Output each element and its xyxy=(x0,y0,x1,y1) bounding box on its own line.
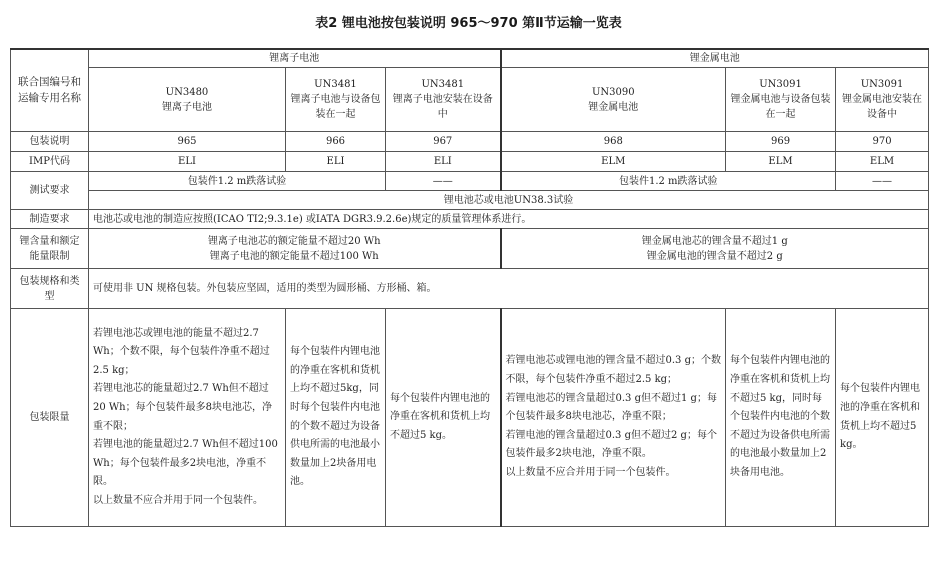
column-header xyxy=(726,68,836,132)
row-label: 包装限量 xyxy=(11,309,89,527)
table-cell: 电池芯或电池的制造应按照(ICAO TI2;9.3.1e) 或IATA DGR3.9.2.6e)规定的质量管理体系进行。 xyxy=(89,210,929,229)
shipping-name: 锂离子电池 xyxy=(162,101,212,113)
table-cell xyxy=(89,309,286,527)
table-cell: —— xyxy=(386,172,501,191)
table-cell: 969 xyxy=(726,132,836,152)
row-label: 包装说明 xyxy=(11,132,89,152)
row-label: 锂含量和额定能量限制 xyxy=(11,229,89,269)
un-number: UN3481 xyxy=(314,79,357,90)
un-number: UN3480 xyxy=(165,86,209,98)
table-cell xyxy=(386,309,501,527)
group-li-metal: 锂金属电池 xyxy=(501,49,929,68)
table-cell: 967 xyxy=(386,132,501,152)
table-cell: ELI xyxy=(89,152,286,172)
limit-paragraph: 以上数量不应合并用于同一个包装件。 xyxy=(93,494,263,506)
row-package-limit xyxy=(11,309,929,527)
table-cell xyxy=(726,309,836,527)
shipping-name: 锂离子电池安装在设备中 xyxy=(392,94,493,120)
row-label: 测试要求 xyxy=(11,172,89,210)
row-label: IMP代码 xyxy=(11,152,89,172)
table-cell: —— xyxy=(836,172,929,191)
row-packing-instruction xyxy=(11,132,929,152)
table-cell: 970 xyxy=(836,132,929,152)
row-test-1 xyxy=(11,172,929,191)
limit-paragraph: 每个包装件内锂电池的净重在客机和货机上均不超过5 kg。 xyxy=(840,383,921,451)
table-cell: ELI xyxy=(386,152,501,172)
table-cell: 可使用非 UN 规格包装。外包装应坚固，适用的类型为圆形桶、方形桶、箱。 xyxy=(89,269,929,309)
header-column-row xyxy=(11,68,929,132)
column-header xyxy=(286,68,386,132)
un-number: UN3481 xyxy=(421,79,465,90)
table-cell xyxy=(836,309,929,527)
limit-paragraph: 若锂电池的能量超过2.7 Wh但不超过100 Wh；每个包装件最多2块电池，净重不限。 xyxy=(93,439,278,488)
table-cell: ELI xyxy=(286,152,386,172)
un-number: UN3091 xyxy=(759,79,802,90)
un-number: UN3090 xyxy=(591,86,635,98)
table-cell: ELM xyxy=(836,152,929,172)
table-cell: 锂电池芯或电池UN38.3试验 xyxy=(89,191,929,210)
table-cell: 965 xyxy=(89,132,286,152)
table-cell xyxy=(501,229,929,269)
energy-limit-line: 锂金属电池芯的锂含量不超过1 g xyxy=(641,235,788,247)
battery-transport-table xyxy=(10,48,929,527)
limit-paragraph: 若锂电池芯或锂电池的能量不超过2.7 Wh；个数不限，每个包装件净重不超过2.5 kg； xyxy=(93,327,270,376)
shipping-name: 锂金属电池 xyxy=(588,101,639,113)
table-cell: ELM xyxy=(501,152,726,172)
table-cell xyxy=(286,309,386,527)
shipping-name: 锂金属电池与设备包装在一起 xyxy=(730,94,831,120)
table-cell: ELM xyxy=(726,152,836,172)
row-manufacture xyxy=(11,210,929,229)
row-imp-code xyxy=(11,152,929,172)
energy-limit-line: 锂离子电池芯的额定能量不超过20 Wh xyxy=(207,235,381,247)
limit-paragraph: 若锂电池芯或锂电池的锂含量不超过0.3 g；个数不限，每个包装件净重不超过2.5 kg； xyxy=(505,355,721,386)
energy-limit-line: 锂金属电池的锂含量不超过2 g xyxy=(646,250,783,262)
column-header xyxy=(89,68,286,132)
limit-paragraph: 若锂电池的锂含量超过0.3 g但不超过2 g；每个包装件最多2块电池，净重不限。 xyxy=(505,429,717,460)
column-header xyxy=(501,68,726,132)
limit-paragraph: 每个包装件内锂电池的净重在客机和货机上均不超过5 kg。 xyxy=(390,392,490,441)
table-cell: 966 xyxy=(286,132,386,152)
limit-paragraph: 若锂电池芯的能量超过2.7 Wh但不超过20 Wh；每个包装件最多8块电池芯，净重不限； xyxy=(93,383,272,432)
row-label-un-name: 联合国编号和运输专用名称 xyxy=(11,49,89,132)
group-li-ion: 锂离子电池 xyxy=(89,49,501,68)
row-test-2 xyxy=(11,191,929,210)
shipping-name: 锂离子电池与设备包装在一起 xyxy=(290,94,381,120)
table-cell: 968 xyxy=(501,132,726,152)
table-cell: 包装件1.2 m跌落试验 xyxy=(501,172,836,191)
shipping-name: 锂金属电池安装在设备中 xyxy=(842,94,923,120)
energy-limit-line: 锂离子电池的额定能量不超过100 Wh xyxy=(209,250,379,262)
row-label: 制造要求 xyxy=(11,210,89,229)
row-label: 包装规格和类型 xyxy=(11,269,89,309)
header-group-row xyxy=(11,49,929,68)
row-energy-limit xyxy=(11,229,929,269)
table-cell xyxy=(89,229,501,269)
row-packaging-spec xyxy=(11,269,929,309)
table-cell: 包装件1.2 m跌落试验 xyxy=(89,172,386,191)
limit-paragraph: 以上数量不应合并用于同一个包装件。 xyxy=(505,466,676,478)
limit-paragraph: 每个包装件内锂电池的净重在客机和货机上均不超过5 kg，同时每个包装件内电池的个数不超过为设备供电所需的电池最小数量加上2块备用电池。 xyxy=(730,355,831,478)
limit-paragraph: 每个包装件内锂电池的净重在客机和货机上均不超过5kg，同时每个包装件内电池的个数不超过为设备供电所需的电池最小数量加上2块备用电池。 xyxy=(290,346,380,488)
page-title: 表2 锂电池按包装说明 965～970 第Ⅱ节运输一览表 xyxy=(315,16,622,31)
un-number: UN3091 xyxy=(860,79,904,90)
limit-paragraph: 若锂电池芯的锂含量超过0.3 g但不超过1 g；每个包装件最多8块电池芯，净重不限； xyxy=(505,392,717,423)
column-header xyxy=(386,68,501,132)
table-cell xyxy=(501,309,726,527)
column-header xyxy=(836,68,929,132)
